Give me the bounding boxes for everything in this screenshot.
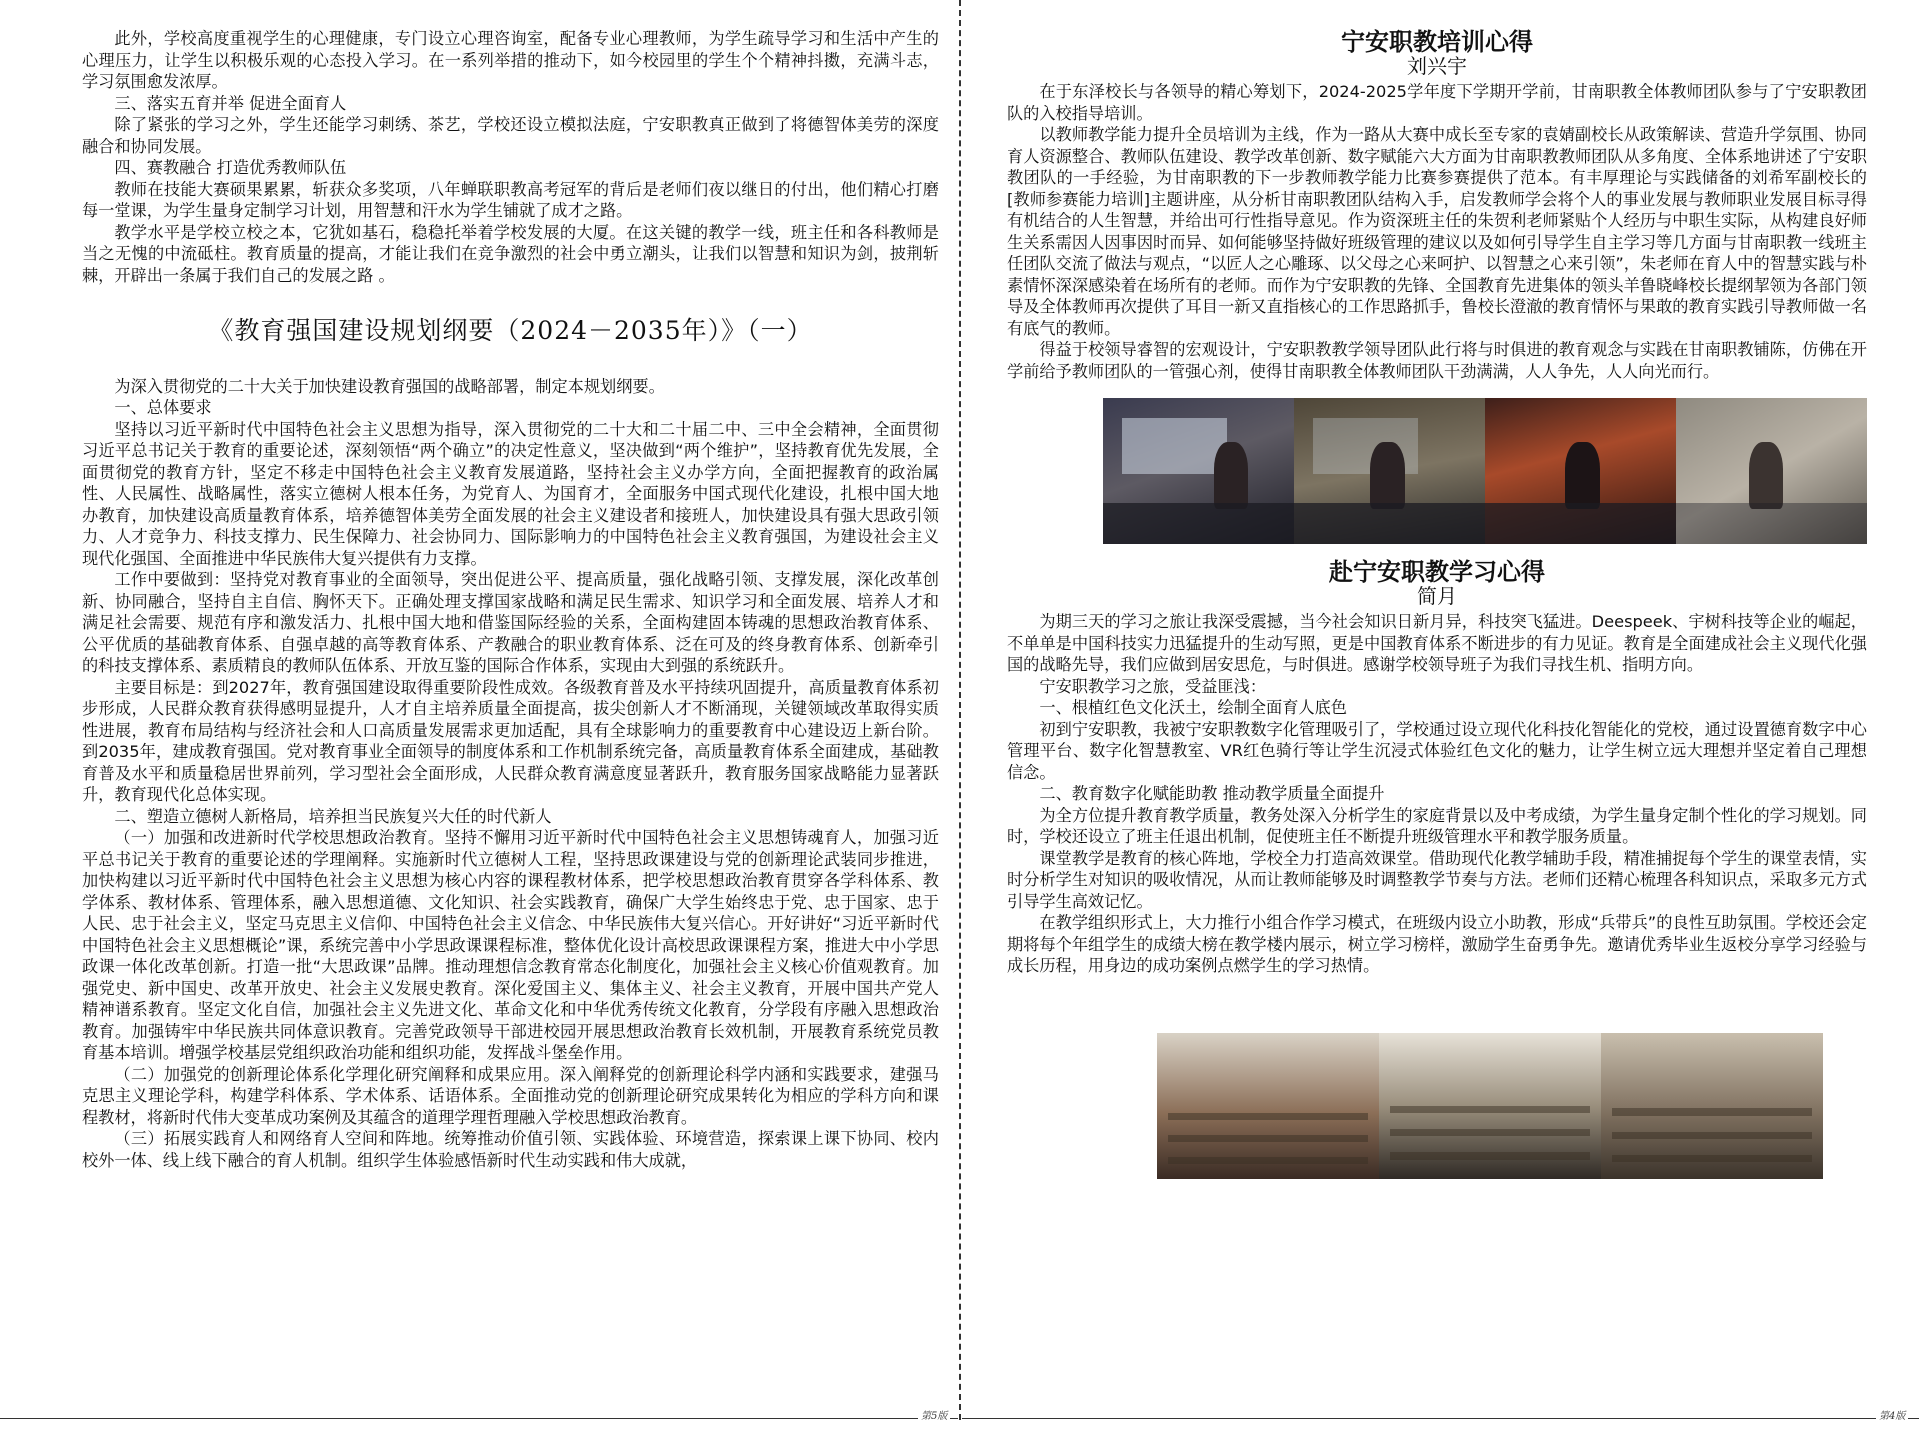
document-title: 《教育强国建设规划纲要（2024－2035年）》（一） — [208, 316, 813, 345]
paragraph: 工作中要做到：坚持党对教育事业的全面领导，突出促进公平、提高质量，强化战略引领、支撑发展，深化改革创新、协同融合，坚持自主自信、胸怀天下。正确处理支撑国家战略和满足民生需求、知识学习和全面发展、培养人才和满足社会需要、规范有序和激发活力、扎根中国大地和借鉴国际经验的关系，全面构建固本铸魂的思想政治教育体系、公平优质的基础教育体系、自强卓越的高等教育体系、产教融合的职业教育体系、泛在可及的终身教育体系、创新牵引的科技支撑体系、素质精良的教师队伍体系、开放互鉴的国际合作体系，实现由大到强的系统跃升。 — [82, 570, 939, 675]
paragraph: （一）加强和改进新时代学校思想政治教育。坚持不懈用习近平新时代中国特色社会主义思想铸魂育人，加强习近平总书记关于教育的重要论述的学理阐释。实施新时代立德树人工程，坚持思政课建设与党的创新理论武装同步推进，加快构建以习近平新时代中国特色社会主义思想为核心内容的课程教材体系，把学校思想政治教育贯穿各学科体系、教学体系、教材体系、管理体系，融入思想道德、文化知识、社会实践教育，确保广大学生始终忠于党、忠于国家、忠于人民、忠于社会主义，坚定马克思主义信仰、中国特色社会主义信念、中华民族伟大复兴信心。开好讲好“习近平新时代中国特色社会主义思想概论”课，系统完善中小学思政课课程标准，整体优化设计高校思政课课程方案，推进大中小学思政课一体化改革创新。打造一批“大思政课”品牌。推动理想信念教育常态化制度化，加强社会主义核心价值观教育。加强党史、新中国史、改革开放史、社会主义发展史教育。深化爱国主义、集体主义、社会主义教育，开展中国共产党人精神谱系教育。坚定文化自信，加强社会主义先进文化、革命文化和中华优秀传统文化教育，分学段有序融入思想政治教育。加强铸牢中华民族共同体意识教育。完善党政领导干部进校园开展思想政治教育长效机制，开展教育系统党员教育基本培训。增强学校基层党组织政治功能和组织功能，发挥战斗堡垒作用。 — [82, 828, 939, 1062]
section-heading: 三、落实五育并举 促进全面育人 — [114, 93, 347, 113]
paragraph: （二）加强党的创新理论体系化学理化研究阐释和成果应用。深入阐释党的创新理论科学内涵和实践要求，建强马克思主义理论学科，构建学科体系、学术体系、话语体系。全面推动党的创新理论研究成果转化为相应的学科方向和课程教材，将新时代伟大变革成功案例及其蕴含的道理学理哲理融入学校思想政治教育。 — [82, 1064, 939, 1127]
study-photo — [1379, 1033, 1601, 1179]
paragraph: 坚持以习近平新时代中国特色社会主义思想为指导，深入贯彻党的二十大和二十届二中、三中全会精神，全面贯彻习近平总书记关于教育的重要论述，深刻领悟“两个确立”的决定性意义，坚决做到“两个维护”，坚持教育优先发展，全面贯彻党的教育方针，坚定不移走中国特色社会主义教育发展道路，坚持社会主义办学方向，全面把握教育的政治属性、人民属性、战略属性，落实立德树人根本任务，为党育人、为国育才，全面服务中国式现代化建设，扎根中国大地办教育，加快建设高质量教育体系，培养德智体美劳全面发展的社会主义建设者和接班人，加快建设具有强大思政引领力、人才竞争力、科技支撑力、民生保障力、社会协同力、国际影响力的中国特色社会主义教育强国，为建设社会主义现代化强国、全面推进中华民族伟大复兴提供有力支撑。 — [82, 419, 939, 568]
paragraph: 初到宁安职教，我被宁安职教数字化管理吸引了，学校通过设立现代化科技化智能化的党校，通过设置德育数字中心管理平台、数字化智慧教室、VR红色骑行等让学生沉浸式体验红色文化的魅力，让学生树立远大理想并坚定着自己理想信念。 — [1007, 719, 1867, 782]
paragraph: 此外，学校高度重视学生的心理健康，专门设立心理咨询室，配备专业心理教师，为学生疏导学习和生活中产生的心理压力，让学生以积极乐观的心态投入学习。在一系列举措的推动下，如今校园里的学生个个精神抖擞，充满斗志，学习氛围愈发浓厚。 — [82, 29, 939, 91]
paragraph: 在于东泽校长与各领导的精心筹划下，2024-2025学年度下学期开学前，甘南职教全体教师团队参与了宁安职教团队的入校指导培训。 — [1007, 82, 1867, 123]
paragraph: 教师在技能大赛硕果累累，斩获众多奖项，八年蝉联职教高考冠军的背后是老师们夜以继日的付出，他们精心打磨每一堂课，为学生量身定制学习计划，用智慧和汗水为学生铺就了成才之路。 — [82, 179, 939, 220]
paragraph: 课堂教学是教育的核心阵地，学校全力打造高效课堂。借助现代化教学辅助手段，精准捕捉每个学生的课堂表情，实时分析学生对知识的吸收情况，从而让教师能够及时调整教学节奏与方法。老师们还精心梳理各科知识点，采取多元方式引导学生高效记忆。 — [1007, 848, 1867, 911]
paragraph: 除了紧张的学习之外，学生还能学习刺绣、茶艺，学校还设立模拟法庭，宁安职教真正做到了将德智体美劳的深度融合和协同发展。 — [82, 115, 939, 156]
article-author: 简月 — [1417, 583, 1457, 608]
article-title: 宁安职教培训心得 — [1341, 28, 1533, 56]
page-number: 第4版 — [1876, 1407, 1908, 1422]
page-divider — [959, 0, 961, 1420]
paragraph: 主要目标是：到2027年，教育强国建设取得重要阶段性成效。各级教育普及水平持续巩固提升，高质量教育体系初步形成，人民群众教育获得感明显提升，人才自主培养质量全面提高，拔尖创新人才不断涌现，关键领域改革取得实质性进展，教育布局结构与经济社会和人口高质量发展需求更加适配，具有全球影响力的重要教育中心建设迈上新台阶。到2035年，建成教育强国。党对教育事业全面领导的制度体系和工作机制系统完备，高质量教育体系全面建成，基础教育普及水平和质量稳居世界前列，学习型社会全面形成，人民群众教育满意度显著跃升，教育服务国家战略能力显著跃升，教育现代化总体实现。 — [82, 677, 939, 804]
right-column — [1007, 28, 1867, 1179]
study-photo-strip — [1157, 1033, 1823, 1179]
right-page — [962, 0, 1919, 1440]
paragraph: 为期三天的学习之旅让我深受震撼，当今社会知识日新月异，科技突飞猛进。Deespeek、宇树科技等企业的崛起，不单单是中国科技实力迅猛提升的生动写照，更是中国教育体系不断进步的有力见证。教育是全面建成社会主义现代化强国的战略先导，我们应做到居安思危，与时俱进。感谢学校领导班子为我们寻找生机、指明方向。 — [1007, 612, 1867, 674]
paragraph: 为深入贯彻党的二十大关于加快建设教育强国的战略部署，制定本规划纲要。 — [114, 376, 665, 396]
section-heading: 二、教育数字化赋能助教 推动教学质量全面提升 — [1039, 784, 1385, 803]
left-page — [0, 0, 958, 1440]
paragraph: （三）拓展实践育人和网络育人空间和阵地。统筹推动价值引领、实践体验、环境营造，探索课上课下协同、校内校外一体、线上线下融合的育人机制。组织学生体验感悟新时代生动实践和伟大成就， — [82, 1129, 939, 1170]
paragraph: 得益于校领导睿智的宏观设计，宁安职教教学领导团队此行将与时俱进的教育观念与实践在甘南职教铺陈，仿佛在开学前给予教师团队的一管强心剂，使得甘南职教全体教师团队干劲满满，人人争先，人人向光而行。 — [1007, 340, 1867, 381]
paragraph: 为全方位提升教育教学质量，教务处深入分析学生的家庭背景以及中考成绩，为学生量身定制个性化的学习规划。同时，学校还设立了班主任退出机制，促使班主任不断提升班级管理水平和教学服务质量。 — [1007, 805, 1867, 846]
section-heading: 二、塑造立德树人新格局，培养担当民族复兴大任的时代新人 — [114, 806, 552, 826]
article-title: 赴宁安职教学习心得 — [1329, 558, 1545, 586]
training-photo — [1485, 398, 1676, 544]
training-photo — [1103, 398, 1294, 544]
study-photo — [1601, 1033, 1823, 1179]
training-photo-strip — [1103, 398, 1867, 544]
footer-rule — [962, 1418, 1919, 1419]
paragraph: 教学水平是学校立校之本，它犹如基石，稳稳托举着学校发展的大厦。在这关键的教学一线，班主任和各科教师是当之无愧的中流砥柱。教育质量的提高，才能让我们在竞争激烈的社会中勇立潮头，让我们以智慧和知识为剑，披荆斩棘，开辟出一条属于我们自己的发展之路 。 — [82, 222, 939, 285]
section-heading: 一、根植红色文化沃土，绘制全面育人底色 — [1039, 698, 1347, 717]
training-photo — [1294, 398, 1485, 544]
footer-rule — [0, 1418, 958, 1419]
section-heading: 四、赛教融合 打造优秀教师队伍 — [114, 158, 347, 177]
left-column — [82, 28, 939, 1171]
article-author: 刘兴宇 — [1407, 53, 1467, 78]
study-photo — [1157, 1033, 1379, 1179]
paragraph: 在教学组织形式上，大力推行小组合作学习模式，在班级内设立小助教，形成“兵带兵”的良性互助氛围。学校还会定期将每个年组学生的成绩大榜在教学楼内展示，树立学习榜样，激励学生奋勇争先。邀请优秀毕业生返校分享学习经验与成长历程，用身边的成功案例点燃学生的学习热情。 — [1007, 913, 1867, 975]
paragraph: 宁安职教学习之旅，受益匪浅： — [1039, 676, 1267, 696]
paragraph: 以教师教学能力提升全员培训为主线，作为一路从大赛中成长至专家的袁婧副校长从政策解读、营造升学氛围、协同育人资源整合、教师队伍建设、教学改革创新、数字赋能六大方面为甘南职教教师团队从多角度、全体系地讲述了宁安职教团队的一手经验，为甘南职教的下一步教师教学能力比赛参赛提供了范本。有丰厚理论与实践储备的刘希军副校长的[教师参赛能力培训]主题讲座，从分析甘南职教团队结构入手，启发教师学会将个人的事业发展与教师职业发展目标寻得有机结合的人生智慧，并给出可行性指导意见。作为资深班主任的朱贺利老师紧贴个人经历与中职生实际，从构建良好师生关系需因人因事因时而异、如何能够坚持做好班级管理的建议以及如何引导学生自主学习等几方面与甘南职教一线班主任团队交流了做法与观点，“以匠人之心雕琢、以父母之心来呵护、以智慧之心来引领”，朱老师在育人中的智慧实践与朴素情怀深深感染着在场所有的老师。而作为宁安职教的先锋、全国教育先进集体的领头羊鲁晓峰校长提纲挈领为各部门领导及全体教师再次提供了耳目一新又直指核心的工作思路抓手，鲁校长澄澈的教育情怀与果敢的教育实践引导教师做一名有底气的教师。 — [1007, 125, 1867, 338]
page-number: 第5版 — [918, 1407, 950, 1422]
section-heading: 一、总体要求 — [114, 398, 212, 417]
training-photo — [1676, 398, 1867, 544]
